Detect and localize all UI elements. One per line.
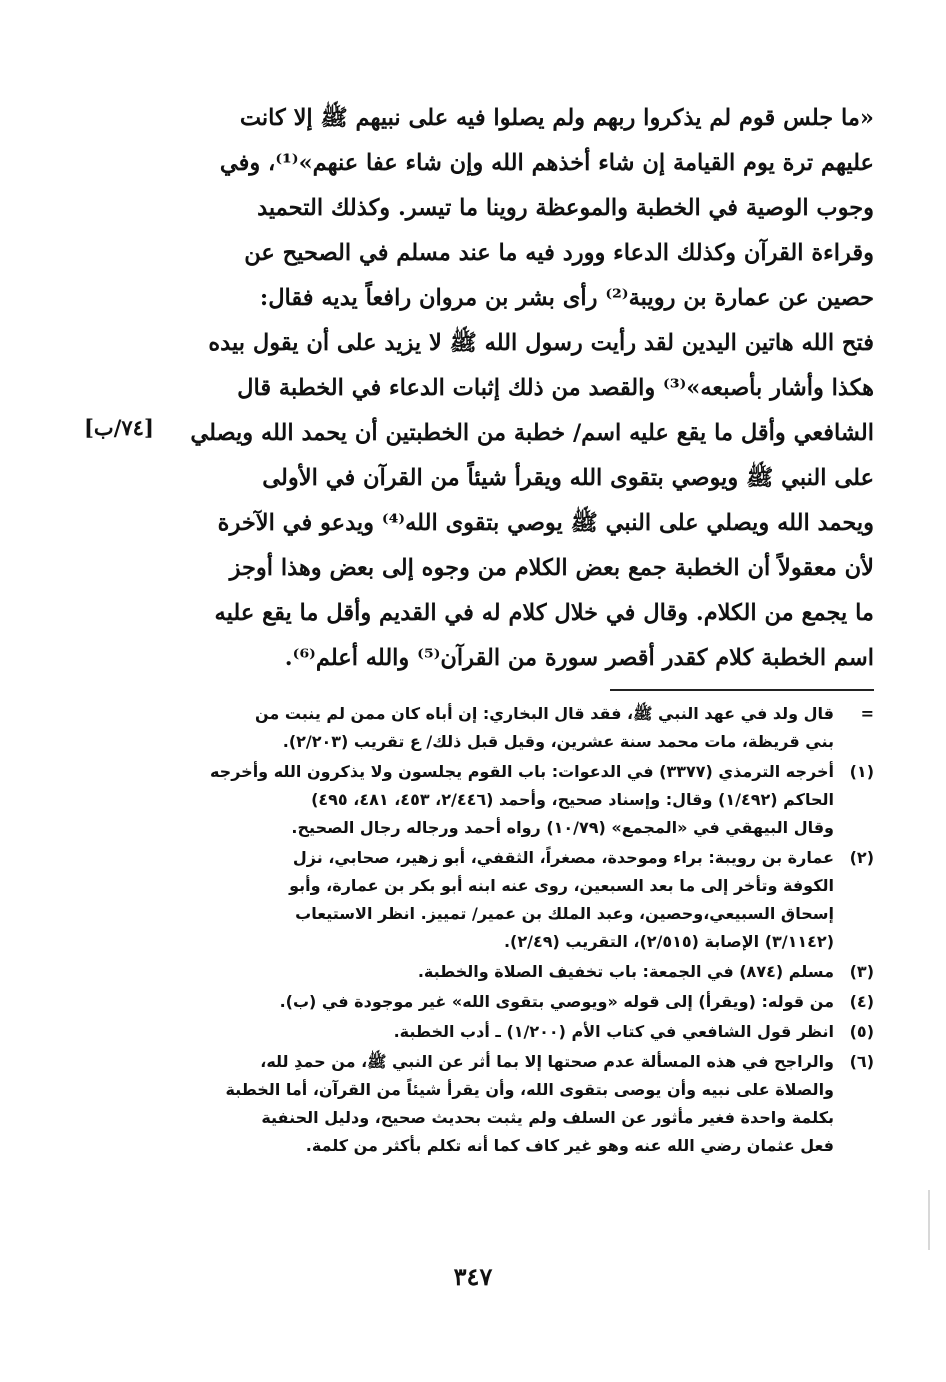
footnote-mark: (٥) bbox=[849, 1022, 874, 1041]
footnote-line: الكوفة وتأخر إلى ما بعد السبعين، روى عنه ابنه أبو بكر بن عمارة، وأبو bbox=[289, 876, 834, 895]
footnote-continuation bbox=[172, 700, 874, 756]
footnote-mark: = bbox=[860, 704, 874, 723]
footnote-mark: (٢) bbox=[849, 848, 874, 867]
text-line: «ما جلس قوم لم يذكروا ربهم ولم يصلوا فيه على نبيهم ﷺ إلا كانت bbox=[239, 105, 874, 131]
footnote-body bbox=[172, 700, 834, 756]
text-line: هكذا وأشار بأصبعه»⁽³⁾ والقصد من ذلك إثبات الدعاء في الخطبة قال bbox=[237, 375, 874, 401]
footnote-line: من قوله: (ويقرأ) إلى قوله «ويوصي بتقوى الله» غير موجودة في (ب). bbox=[279, 992, 834, 1011]
footnote-body bbox=[172, 844, 834, 956]
footnote-mark: (٣) bbox=[849, 962, 874, 981]
footnote-line: فعل عثمان رضي الله عنه وهو غير كاف كما أنه تكلم بأكثر من كلمة. bbox=[305, 1136, 834, 1155]
footnote-line: الحاكم (١/٤٩٢) وقال: وإسناد صحيح، وأحمد (٢/٤٤٦، ٤٥٣، ٤٨١، ٤٩٥) bbox=[311, 790, 834, 809]
footnote-line: وقال البيهقي في «المجمع» (١٠/٧٩) رواه أحمد ورجاله رجال الصحيح. bbox=[291, 818, 834, 837]
text-line: اسم الخطبة كلام كقدر أقصر سورة من القرآن⁽⁵⁾ والله أعلم⁽⁶⁾. bbox=[284, 645, 874, 671]
footnote-body bbox=[172, 1018, 834, 1046]
footnote-line: بني قريظة، مات محمد سنة عشرين، وقيل قبل ذلك/ ع تقريب (٢/٢٠٣). bbox=[282, 732, 834, 751]
text-line: لأن معقولاً أن الخطبة جمع بعض الكلام من وجوه إلى بعض وهذا أوجز bbox=[229, 555, 874, 581]
text-line: ما يجمع من الكلام. وقال في خلال كلام له في القديم وأقل ما يقع عليه bbox=[214, 600, 874, 626]
footnote-1 bbox=[172, 758, 874, 842]
footnote-line: إسحاق السبيعي،وحصين، وعبد الملك بن عمير/ تمييز. انظر الاستيعاب bbox=[295, 904, 834, 923]
page-number: ٣٤٧ bbox=[453, 1262, 493, 1291]
footnote-line: (٣/١١٤٢) الإصابة (٢/٥١٥)، التقريب (٢/٤٩). bbox=[503, 932, 834, 951]
footnote-line: مسلم (٨٧٤) في الجمعة: باب تخفيف الصلاة والخطبة. bbox=[417, 962, 834, 981]
footnote-mark: (٤) bbox=[849, 992, 874, 1011]
footnote-body bbox=[172, 958, 834, 986]
main-text bbox=[172, 96, 874, 681]
text-line: وقراءة القرآن وكذلك الدعاء وورد فيه ما عند مسلم في الصحيح عن bbox=[244, 240, 874, 266]
text-line: فتح الله هاتين اليدين لقد رأيت رسول الله ﷺ لا يزيد على أن يقول بيده bbox=[208, 330, 874, 356]
text-line: على النبي ﷺ ويوصي بتقوى الله ويقرأ شيئاً من القرآن في الأولى bbox=[262, 465, 874, 491]
scan-edge-mark bbox=[928, 1190, 930, 1250]
text-line: ويحمد الله ويصلي على النبي ﷺ يوصي بتقوى الله⁽⁴⁾ ويدعو في الآخرة bbox=[217, 510, 874, 536]
footnote-line: والصلاة على نبيه وأن يوصى بتقوى الله، وأن يقرأ شيئاً من القرآن، أما الخطبة bbox=[225, 1080, 834, 1099]
footnote-body bbox=[172, 1048, 834, 1160]
footnote-4 bbox=[172, 988, 874, 1016]
manuscript-folio-marker: [٧٤/ب] bbox=[84, 415, 154, 440]
footnote-body bbox=[172, 758, 834, 842]
footnote-body bbox=[172, 988, 834, 1016]
text-line: عليهم ترة يوم القيامة إن شاء أخذهم الله وإن شاء عفا عنهم»⁽¹⁾، وفي bbox=[219, 150, 874, 176]
footnote-separator bbox=[610, 689, 874, 691]
text-line: الشافعي وأقل ما يقع عليه اسم/ خطبة من الخطبتين أن يحمد الله ويصلي bbox=[190, 420, 874, 446]
footnote-5 bbox=[172, 1018, 874, 1046]
footnote-line: قال ولد في عهد النبي ﷺ، فقد قال البخاري: إن أباه كان ممن لم ينبت من bbox=[254, 704, 834, 723]
text-line: وجوب الوصية في الخطبة والموعظة روينا ما تيسر. وكذلك التحميد bbox=[257, 195, 874, 221]
footnote-3 bbox=[172, 958, 874, 986]
footnote-line: عمارة بن رويبة: براء وموحدة، مصغراً، الثقفي، أبو زهير، صحابي، نزل bbox=[292, 848, 834, 867]
footnote-6 bbox=[172, 1048, 874, 1160]
footnote-mark: (٦) bbox=[849, 1052, 874, 1071]
text-line: حصين عن عمارة بن رويبة⁽²⁾ رأى بشر بن مروان رافعاً يديه فقال: bbox=[259, 285, 874, 311]
footnote-line: أخرجه الترمذي (٣٣٧٧) في الدعوات: باب القوم يجلسون ولا يذكرون الله وأخرجه bbox=[209, 762, 834, 781]
footnotes bbox=[172, 700, 874, 1162]
footnote-line: انظر قول الشافعي في كتاب الأم (١/٢٠٠) ـ أدب الخطبة. bbox=[393, 1022, 834, 1041]
footnote-2 bbox=[172, 844, 874, 956]
footnote-mark: (١) bbox=[849, 762, 874, 781]
footnote-line: والراجح في هذه المسألة عدم صحتها إلا بما أثر عن النبي ﷺ، من حمدِ لله، bbox=[260, 1052, 834, 1071]
footnote-line: بكلمة واحدة فغير مأثور عن السلف ولم يثبت بحديث صحيح، ودليل الحنفية bbox=[261, 1108, 834, 1127]
